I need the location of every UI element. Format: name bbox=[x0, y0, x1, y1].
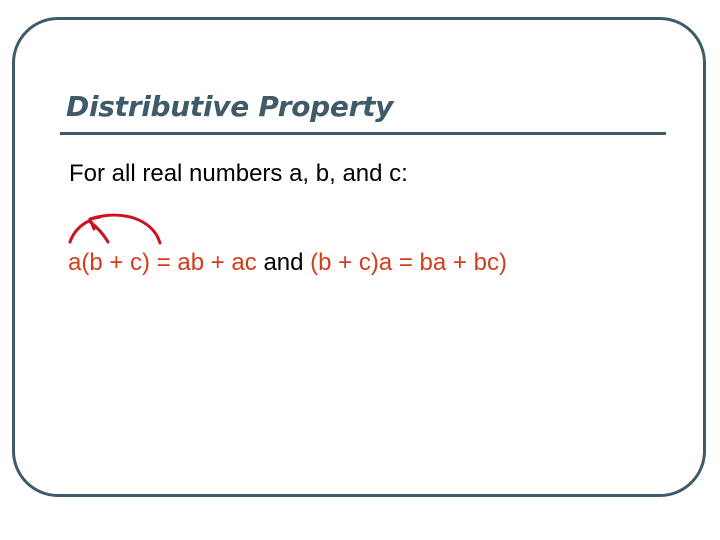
slide-subtitle: For all real numbers a, b, and c: bbox=[69, 160, 408, 187]
formula-right-expression: (b + c)a = ba + bc) bbox=[310, 249, 507, 276]
distributive-formula bbox=[68, 249, 507, 277]
slide-title: Distributive Property bbox=[66, 90, 394, 123]
formula-left-expression: a(b + c) = ab + ac bbox=[68, 249, 257, 276]
curved-arrow-icon bbox=[60, 205, 180, 255]
title-divider bbox=[60, 132, 666, 135]
formula-conjunction: and bbox=[263, 249, 304, 276]
